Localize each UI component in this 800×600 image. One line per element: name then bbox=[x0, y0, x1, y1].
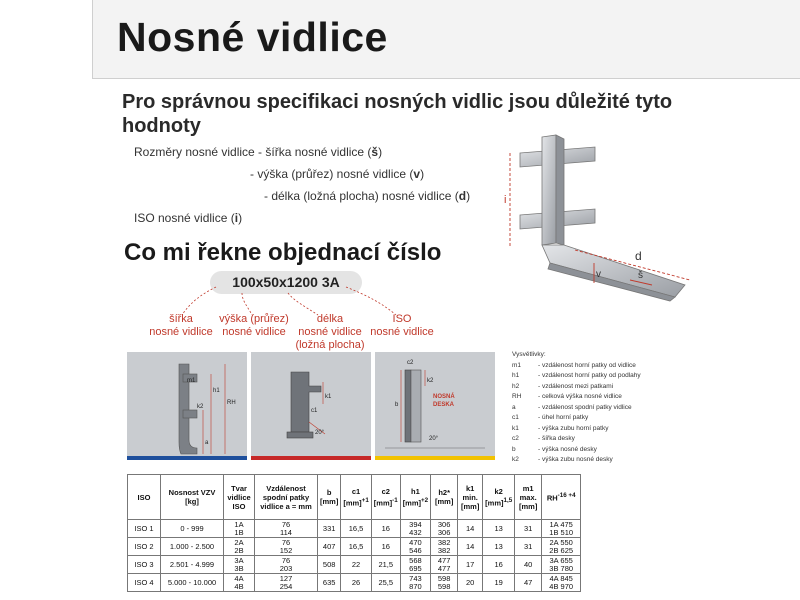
cell-b: 331 bbox=[318, 520, 341, 538]
cell-a: 76 114 bbox=[255, 520, 318, 538]
p3-b: b bbox=[395, 402, 399, 408]
page-title: Nosné vidlice bbox=[117, 14, 388, 60]
th-rh: $RH^{-16 +4}$ bbox=[542, 475, 581, 520]
cell-rh: 2A 550 2B 625 bbox=[542, 538, 581, 556]
cell-h2: 306 306 bbox=[431, 520, 458, 538]
cell-h1: 568 695 bbox=[400, 556, 430, 574]
cell-m1: 31 bbox=[515, 538, 542, 556]
cell-iso: ISO 2 bbox=[128, 538, 161, 556]
cell-k1: 17 bbox=[458, 556, 483, 574]
th-m1: m1 max. [mm] bbox=[515, 475, 542, 520]
cell-h2: 598 598 bbox=[431, 574, 458, 592]
cell-iso: ISO 1 bbox=[128, 520, 161, 538]
cell-k2: 13 bbox=[483, 538, 515, 556]
p2-c1: c1 bbox=[311, 408, 318, 414]
fork-label-i: i bbox=[504, 194, 507, 206]
code-label-height: výška (průřez) nosné vidlice bbox=[219, 313, 289, 338]
th-c2: c2 [mm]$^{-1}$ bbox=[371, 475, 400, 520]
cell-iso: ISO 4 bbox=[128, 574, 161, 592]
color-bar-yellow bbox=[375, 456, 495, 460]
fork-label-s: š bbox=[638, 270, 643, 281]
th-b: b [mm] bbox=[318, 475, 341, 520]
cell-shape: 2A 2B bbox=[224, 538, 255, 556]
th-iso: ISO bbox=[128, 475, 161, 520]
order-code-heading: Co mi řekne objednací číslo bbox=[124, 239, 442, 266]
code-label-iso: ISO nosné vidlice bbox=[370, 313, 434, 338]
drawing-panel-carrier-plate bbox=[375, 352, 495, 460]
legend-item: h2 - vzdálenost mezi patkami bbox=[512, 382, 614, 390]
legend-item: RH - celková výška nosné vidlice bbox=[512, 393, 622, 400]
p2-angle: 20° bbox=[315, 430, 325, 436]
technical-drawings bbox=[127, 352, 495, 460]
cell-k2: 16 bbox=[483, 556, 515, 574]
cell-capacity: 0 - 999 bbox=[161, 520, 224, 538]
th-shape: Tvar vidlice ISO bbox=[224, 475, 255, 520]
cell-shape: 1A 1B bbox=[224, 520, 255, 538]
th-k1: k1 min. [mm] bbox=[458, 475, 483, 520]
drawing-panel-upper-hook bbox=[251, 352, 371, 460]
order-code-pill: 100x50x1200 3A bbox=[210, 271, 362, 294]
code-label-width: šířka nosné vidlice bbox=[149, 313, 213, 338]
cell-a: 127 254 bbox=[255, 574, 318, 592]
p1-rh: RH bbox=[227, 400, 236, 406]
table-row bbox=[128, 574, 581, 592]
cell-h1: 470 546 bbox=[400, 538, 430, 556]
legend-title: Vysvětlivky: bbox=[512, 351, 546, 358]
cell-iso: ISO 3 bbox=[128, 556, 161, 574]
cell-rh: 1A 475 1B 510 bbox=[542, 520, 581, 538]
table-row bbox=[128, 520, 581, 538]
p3-angle: 20° bbox=[429, 436, 439, 442]
spec-table bbox=[127, 474, 581, 592]
cell-k1: 20 bbox=[458, 574, 483, 592]
cell-k2: 13 bbox=[483, 520, 515, 538]
dimension-line-width: Rozměry nosné vidlice - šířka nosné vidlice (š) bbox=[134, 145, 383, 159]
cell-m1: 40 bbox=[515, 556, 542, 574]
legend-item: k2 - výška zubu nosné desky bbox=[512, 456, 613, 463]
th-h2: h2* [mm] bbox=[431, 475, 458, 520]
table-header-row bbox=[128, 475, 581, 520]
table-row bbox=[128, 556, 581, 574]
p1-h1: h1 bbox=[213, 388, 220, 394]
cell-capacity: 1.000 - 2.500 bbox=[161, 538, 224, 556]
th-c1: c1 [mm]$^{+1}$ bbox=[341, 475, 371, 520]
cell-k1: 14 bbox=[458, 520, 483, 538]
cell-h2: 382 382 bbox=[431, 538, 458, 556]
th-h1: h1 [mm]$^{+2}$ bbox=[400, 475, 430, 520]
cell-shape: 4A 4B bbox=[224, 574, 255, 592]
color-bar-red bbox=[251, 456, 371, 460]
code-label-length: délka nosné vidlice (ložná plocha) bbox=[295, 313, 365, 351]
p2-k1: k1 bbox=[325, 394, 332, 400]
p1-k2: k2 bbox=[197, 404, 204, 410]
cell-h1: 743 870 bbox=[400, 574, 430, 592]
cell-k2: 19 bbox=[483, 574, 515, 592]
p3-c2: c2 bbox=[407, 360, 414, 366]
legend-item: b - výška nosné desky bbox=[512, 445, 597, 453]
cell-b: 508 bbox=[318, 556, 341, 574]
cell-c1: 26 bbox=[341, 574, 371, 592]
cell-b: 407 bbox=[318, 538, 341, 556]
cell-c1: 16,5 bbox=[341, 520, 371, 538]
intro-heading: Pro správnou specifikaci nosných vidlic jsou důležité tyto hodnoty bbox=[122, 91, 673, 137]
p3-plate-label-1: NOSNÁ bbox=[433, 394, 455, 400]
dimension-line-length: - délka (ložná plocha) nosné vidlice (d) bbox=[264, 189, 471, 203]
cell-shape: 3A 3B bbox=[224, 556, 255, 574]
dimension-line-height: - výška (průřez) nosné vidlice (v) bbox=[250, 167, 425, 181]
th-k2: k2 [mm]$^{1,5}$ bbox=[483, 475, 515, 520]
cell-k1: 14 bbox=[458, 538, 483, 556]
legend-item: k1 - výška zubu horní patky bbox=[512, 424, 609, 432]
legend bbox=[512, 350, 641, 466]
table-row bbox=[128, 538, 581, 556]
cell-h2: 477 477 bbox=[431, 556, 458, 574]
cell-c2: 16 bbox=[371, 520, 400, 538]
fork-label-d: d bbox=[635, 249, 642, 263]
th-distance-a: Vzdálenost spodní patky vidlice a = mm bbox=[255, 475, 318, 520]
cell-a: 76 152 bbox=[255, 538, 318, 556]
color-bar-blue bbox=[127, 456, 247, 460]
cell-h1: 394 432 bbox=[400, 520, 430, 538]
cell-c1: 22 bbox=[341, 556, 371, 574]
dimension-line-iso: ISO nosné vidlice (i) bbox=[134, 211, 243, 225]
cell-c2: 16 bbox=[371, 538, 400, 556]
drawing-panel-fork-profile bbox=[127, 352, 247, 460]
cell-rh: 3A 655 3B 780 bbox=[542, 556, 581, 574]
cell-c2: 25,5 bbox=[371, 574, 400, 592]
cell-rh: 4A 845 4B 970 bbox=[542, 574, 581, 592]
fork-illustration bbox=[490, 125, 720, 310]
p1-m1: m1 bbox=[187, 378, 196, 384]
legend-item: h1 - vzdálenost horní patky od podlahy bbox=[512, 372, 641, 379]
p1-a: a bbox=[205, 440, 209, 446]
cell-capacity: 2.501 - 4.999 bbox=[161, 556, 224, 574]
cell-c2: 21,5 bbox=[371, 556, 400, 574]
fork-label-v: v bbox=[596, 269, 601, 280]
legend-item: a - vzdálenost spodní patky vidlice bbox=[512, 403, 632, 411]
p3-plate-label-2: DESKA bbox=[433, 402, 455, 408]
cell-m1: 31 bbox=[515, 520, 542, 538]
cell-m1: 47 bbox=[515, 574, 542, 592]
p3-k2: k2 bbox=[427, 378, 434, 384]
cell-a: 76 203 bbox=[255, 556, 318, 574]
th-capacity: Nosnost VZV [kg] bbox=[161, 475, 224, 520]
cell-b: 635 bbox=[318, 574, 341, 592]
legend-item: c2 - šířka desky bbox=[512, 435, 575, 442]
cell-capacity: 5.000 - 10.000 bbox=[161, 574, 224, 592]
cell-c1: 16,5 bbox=[341, 538, 371, 556]
legend-item: c1 - úhel horní patky bbox=[512, 414, 589, 421]
legend-item: m1 - vzdálenost horní patky od vidlice bbox=[512, 361, 636, 369]
